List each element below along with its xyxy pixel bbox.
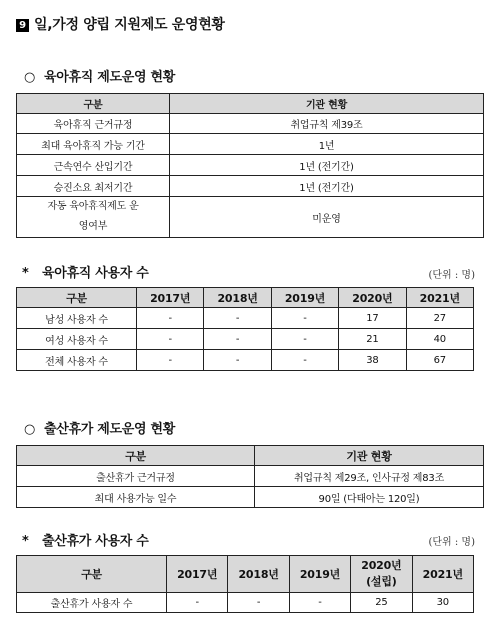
row-label: 자동 육아휴직제도 운영여부 bbox=[17, 197, 170, 238]
cell: - bbox=[204, 329, 271, 350]
header-cell: 구분 bbox=[17, 446, 255, 466]
header-cell: 기관 현황 bbox=[170, 94, 484, 114]
table-row bbox=[17, 114, 484, 134]
table-header-row bbox=[17, 94, 484, 114]
asterisk-bullet-icon: * bbox=[22, 534, 29, 549]
header-cell: 구분 bbox=[17, 556, 167, 593]
section1-table bbox=[16, 93, 484, 238]
table-header-row bbox=[17, 288, 474, 308]
row-label: 여성 사용자 수 bbox=[17, 329, 137, 350]
cell: 38 bbox=[339, 350, 406, 371]
header-2020-note: (설립) bbox=[366, 575, 397, 588]
table-row bbox=[17, 134, 484, 155]
page-title-text: 일,가정 양립 지원제도 운영현황 bbox=[34, 17, 225, 33]
section3-title: 출산휴가 제도운영 현황 bbox=[44, 422, 176, 437]
row-label: 근속연수 산입기간 bbox=[17, 155, 170, 176]
row-label: 출산휴가 사용자 수 bbox=[17, 593, 167, 613]
row-value: 취업규칙 제39조 bbox=[170, 114, 484, 134]
section2-heading bbox=[22, 262, 149, 281]
row-label: 육아휴직 근거규정 bbox=[17, 114, 170, 134]
cell: - bbox=[271, 350, 338, 371]
cell: 21 bbox=[339, 329, 406, 350]
row-value: 1년 bbox=[170, 134, 484, 155]
section1-heading bbox=[24, 66, 175, 85]
header-cell: 2020년 bbox=[339, 288, 406, 308]
asterisk-bullet-icon: * bbox=[22, 266, 29, 281]
header-cell: 구분 bbox=[17, 94, 170, 114]
header-cell: 기관 현황 bbox=[255, 446, 484, 466]
header-cell: 2019년 bbox=[271, 288, 338, 308]
circle-bullet-icon: ○ bbox=[24, 422, 36, 437]
table-row bbox=[17, 487, 484, 508]
header-cell: 2021년 bbox=[406, 288, 473, 308]
cell: - bbox=[228, 593, 289, 613]
cell: - bbox=[137, 350, 204, 371]
cell: - bbox=[167, 593, 228, 613]
header-cell: 2018년 bbox=[228, 556, 289, 593]
cell: - bbox=[204, 350, 271, 371]
table-row bbox=[17, 308, 474, 329]
row-label: 전체 사용자 수 bbox=[17, 350, 137, 371]
page-number-badge: 9 bbox=[16, 19, 29, 32]
cell: - bbox=[137, 329, 204, 350]
cell: - bbox=[289, 593, 350, 613]
row-label: 남성 사용자 수 bbox=[17, 308, 137, 329]
section4-title: 출산휴가 사용자 수 bbox=[42, 534, 149, 549]
cell: - bbox=[137, 308, 204, 329]
cell: 25 bbox=[351, 593, 412, 613]
section4-table bbox=[16, 555, 474, 613]
table-row bbox=[17, 176, 484, 197]
row-value: 취업규칙 제29조, 인사규정 제83조 bbox=[255, 466, 484, 487]
table-row bbox=[17, 350, 474, 371]
section3-table bbox=[16, 445, 484, 508]
row-value: 1년 (전기간) bbox=[170, 155, 484, 176]
unit-label: (단위 : 명) bbox=[428, 270, 475, 281]
row-label: 최대 육아휴직 가능 기간 bbox=[17, 134, 170, 155]
cell: 40 bbox=[406, 329, 473, 350]
table-row bbox=[17, 155, 484, 176]
table-row bbox=[17, 593, 474, 613]
section1-title: 육아휴직 제도운영 현황 bbox=[44, 70, 176, 85]
header-2020-year: 2020년 bbox=[361, 559, 402, 572]
table-row bbox=[17, 197, 484, 238]
header-cell: 2019년 bbox=[289, 556, 350, 593]
unit-label: (단위 : 명) bbox=[428, 537, 475, 548]
cell: - bbox=[204, 308, 271, 329]
section3-heading bbox=[24, 418, 175, 437]
table-header-row bbox=[17, 556, 474, 593]
cell: 27 bbox=[406, 308, 473, 329]
cell: 30 bbox=[412, 593, 473, 613]
cell: - bbox=[271, 308, 338, 329]
circle-bullet-icon: ○ bbox=[24, 70, 36, 85]
section4-heading bbox=[22, 530, 149, 549]
cell: 17 bbox=[339, 308, 406, 329]
header-cell: 2017년 bbox=[137, 288, 204, 308]
row-value: 90일 (다태아는 120일) bbox=[255, 487, 484, 508]
cell: 67 bbox=[406, 350, 473, 371]
header-cell: 2021년 bbox=[412, 556, 473, 593]
table-row bbox=[17, 466, 484, 487]
row-label: 승진소요 최저기간 bbox=[17, 176, 170, 197]
header-cell: 구분 bbox=[17, 288, 137, 308]
cell: - bbox=[271, 329, 338, 350]
section2-table bbox=[16, 287, 474, 371]
row-value: 1년 (전기간) bbox=[170, 176, 484, 197]
row-value: 미운영 bbox=[170, 197, 484, 238]
section2-title: 육아휴직 사용자 수 bbox=[42, 266, 149, 281]
row-label: 출산휴가 근거규정 bbox=[17, 466, 255, 487]
table-row bbox=[17, 329, 474, 350]
row-label: 최대 사용가능 일수 bbox=[17, 487, 255, 508]
page-title bbox=[16, 14, 225, 34]
header-cell: 2018년 bbox=[204, 288, 271, 308]
header-cell-2020 bbox=[351, 556, 412, 593]
table-header-row bbox=[17, 446, 484, 466]
header-cell: 2017년 bbox=[167, 556, 228, 593]
